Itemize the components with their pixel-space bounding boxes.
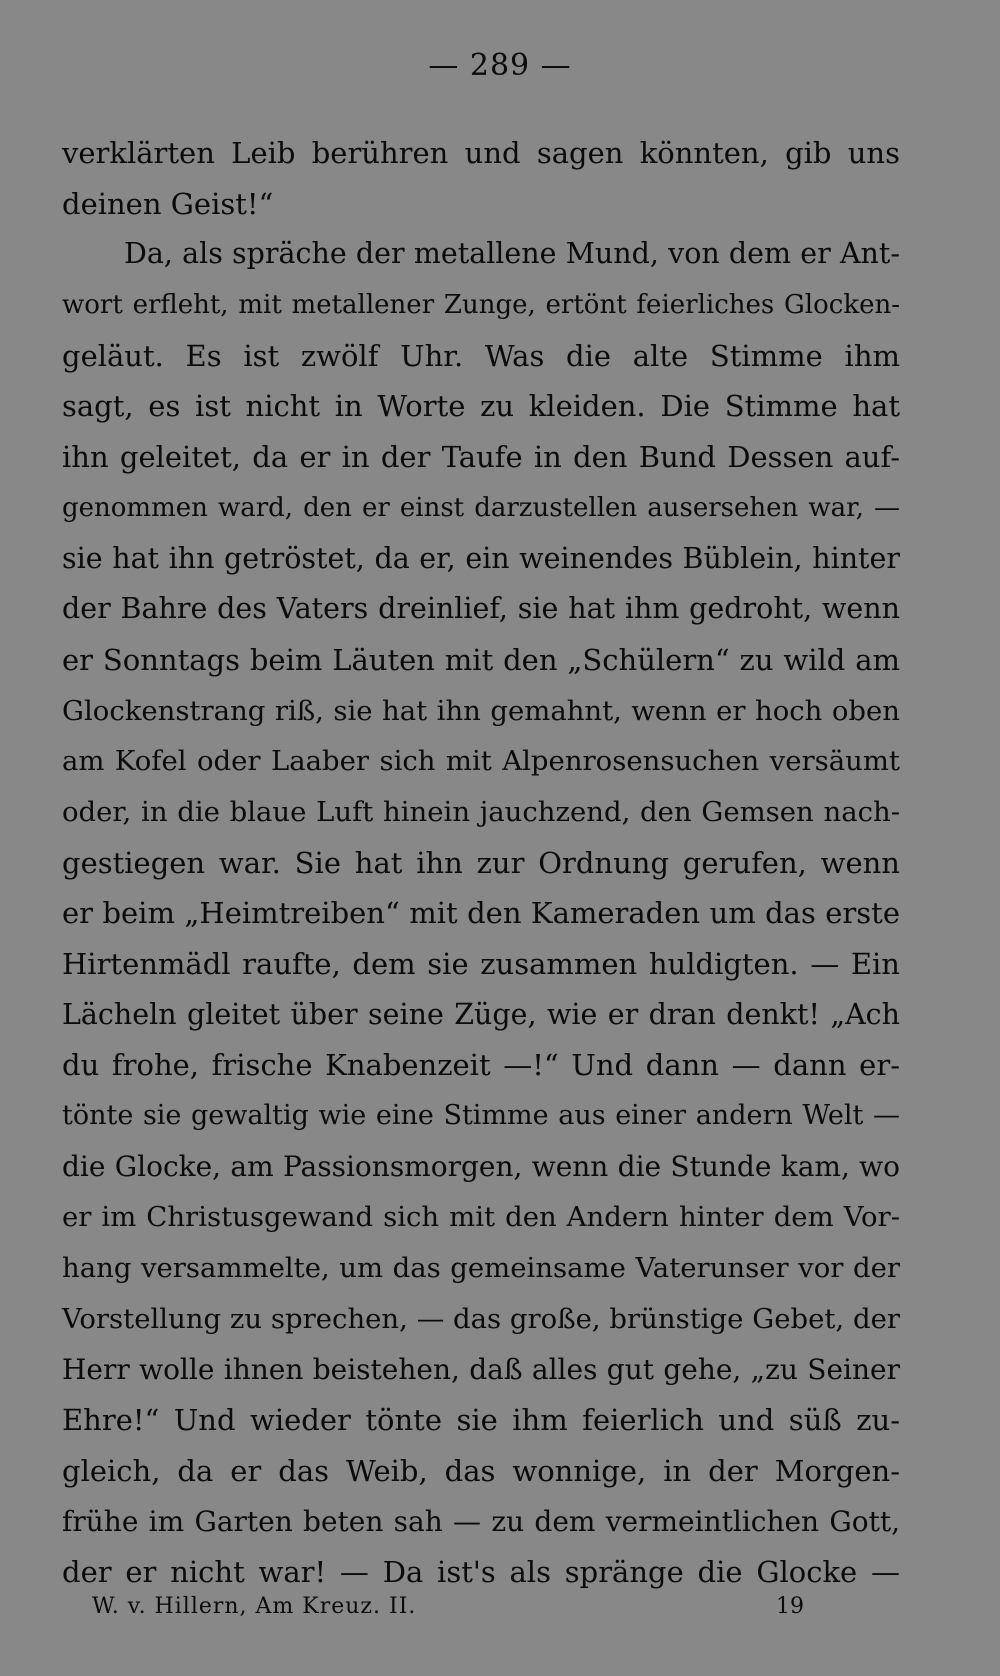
text-line: er Sonntags beim Läuten mit den „Schülern“ zu wild am: [62, 642, 900, 677]
text-line: die Glocke, am Passionsmorgen, wenn die Stunde kam, wo: [62, 1149, 900, 1183]
text-line: ihn geleitet, da er in der Taufe in den Bund Dessen auf-: [62, 440, 900, 475]
signature-mark: W. v. Hillern, Am Kreuz. II.: [92, 1594, 417, 1619]
text-line: geläut. Es ist zwölf Uhr. Was die alte Stimme ihm: [62, 338, 900, 373]
text-line: der er nicht war! — Da ist's als spränge die Glocke —: [62, 1555, 900, 1590]
text-line: Ehre!“ Und wieder tönte sie ihm feierlich und süß zu-: [62, 1403, 900, 1438]
text-line: er beim „Heimtreiben“ mit den Kameraden um das erste: [62, 896, 900, 931]
text-line: Lächeln gleitet über seine Züge, wie er dran denkt! „Ach: [62, 997, 900, 1031]
text-line: er im Christusgewand sich mit den Andern hinter dem Vor-: [62, 1201, 900, 1234]
text-line: du frohe, frische Knabenzeit —!“ Und dann — dann er-: [62, 1048, 900, 1083]
text-line: gleich, da er das Weib, das wonnige, in der Morgen-: [62, 1453, 900, 1488]
text-line: Da, als spräche der metallene Mund, von dem er Ant-: [124, 237, 900, 271]
text-line: sie hat ihn getröstet, da er, ein weinendes Büblein, hinter: [62, 541, 900, 575]
text-line: wort erfleht, mit metallener Zunge, ertönt feierliches Glocken-: [62, 290, 900, 321]
page-footer: [92, 1594, 804, 1619]
text-line: sagt, es ist nicht in Worte zu kleiden. Die Stimme hat: [62, 389, 900, 424]
body-text: [62, 128, 900, 1598]
text-line: deinen Geist!“: [62, 186, 274, 221]
text-line: gestiegen war. Sie hat ihn zur Ordnung gerufen, wenn: [62, 845, 900, 880]
page-number-header: — 289 —: [428, 48, 572, 83]
text-line: tönte sie gewaltig wie eine Stimme aus einer andern Welt —: [62, 1100, 900, 1132]
text-line: am Kofel oder Laaber sich mit Alpenrosensuchen versäumt: [62, 745, 900, 778]
text-line: genommen ward, den er einst darzustellen ausersehen war, —: [62, 492, 900, 523]
text-line: Vorstellung zu sprechen, — das große, brünstige Gebet, der: [62, 1302, 900, 1335]
text-line: der Bahre des Vaters dreinlief, sie hat ihm gedroht, wenn: [62, 592, 900, 626]
text-line: frühe im Garten beten sah — zu dem vermeintlichen Gott,: [62, 1504, 900, 1538]
text-line: verklärten Leib berühren und sagen könnten, gib uns: [62, 136, 900, 170]
text-line: Hirtenmädl raufte, dem sie zusammen huldigten. — Ein: [62, 947, 900, 981]
text-line: hang versammelte, um das gemeinsame Vaterunser vor der: [62, 1252, 900, 1285]
text-line: Herr wolle ihnen beistehen, daß alles gut gehe, „zu Seiner: [62, 1352, 900, 1386]
sheet-number: 19: [776, 1594, 804, 1619]
text-line: Glockenstrang riß, sie hat ihn gemahnt, wenn er hoch oben: [62, 694, 900, 727]
text-line: oder, in die blaue Luft hinein jauchzend, den Gemsen nach-: [62, 795, 900, 828]
